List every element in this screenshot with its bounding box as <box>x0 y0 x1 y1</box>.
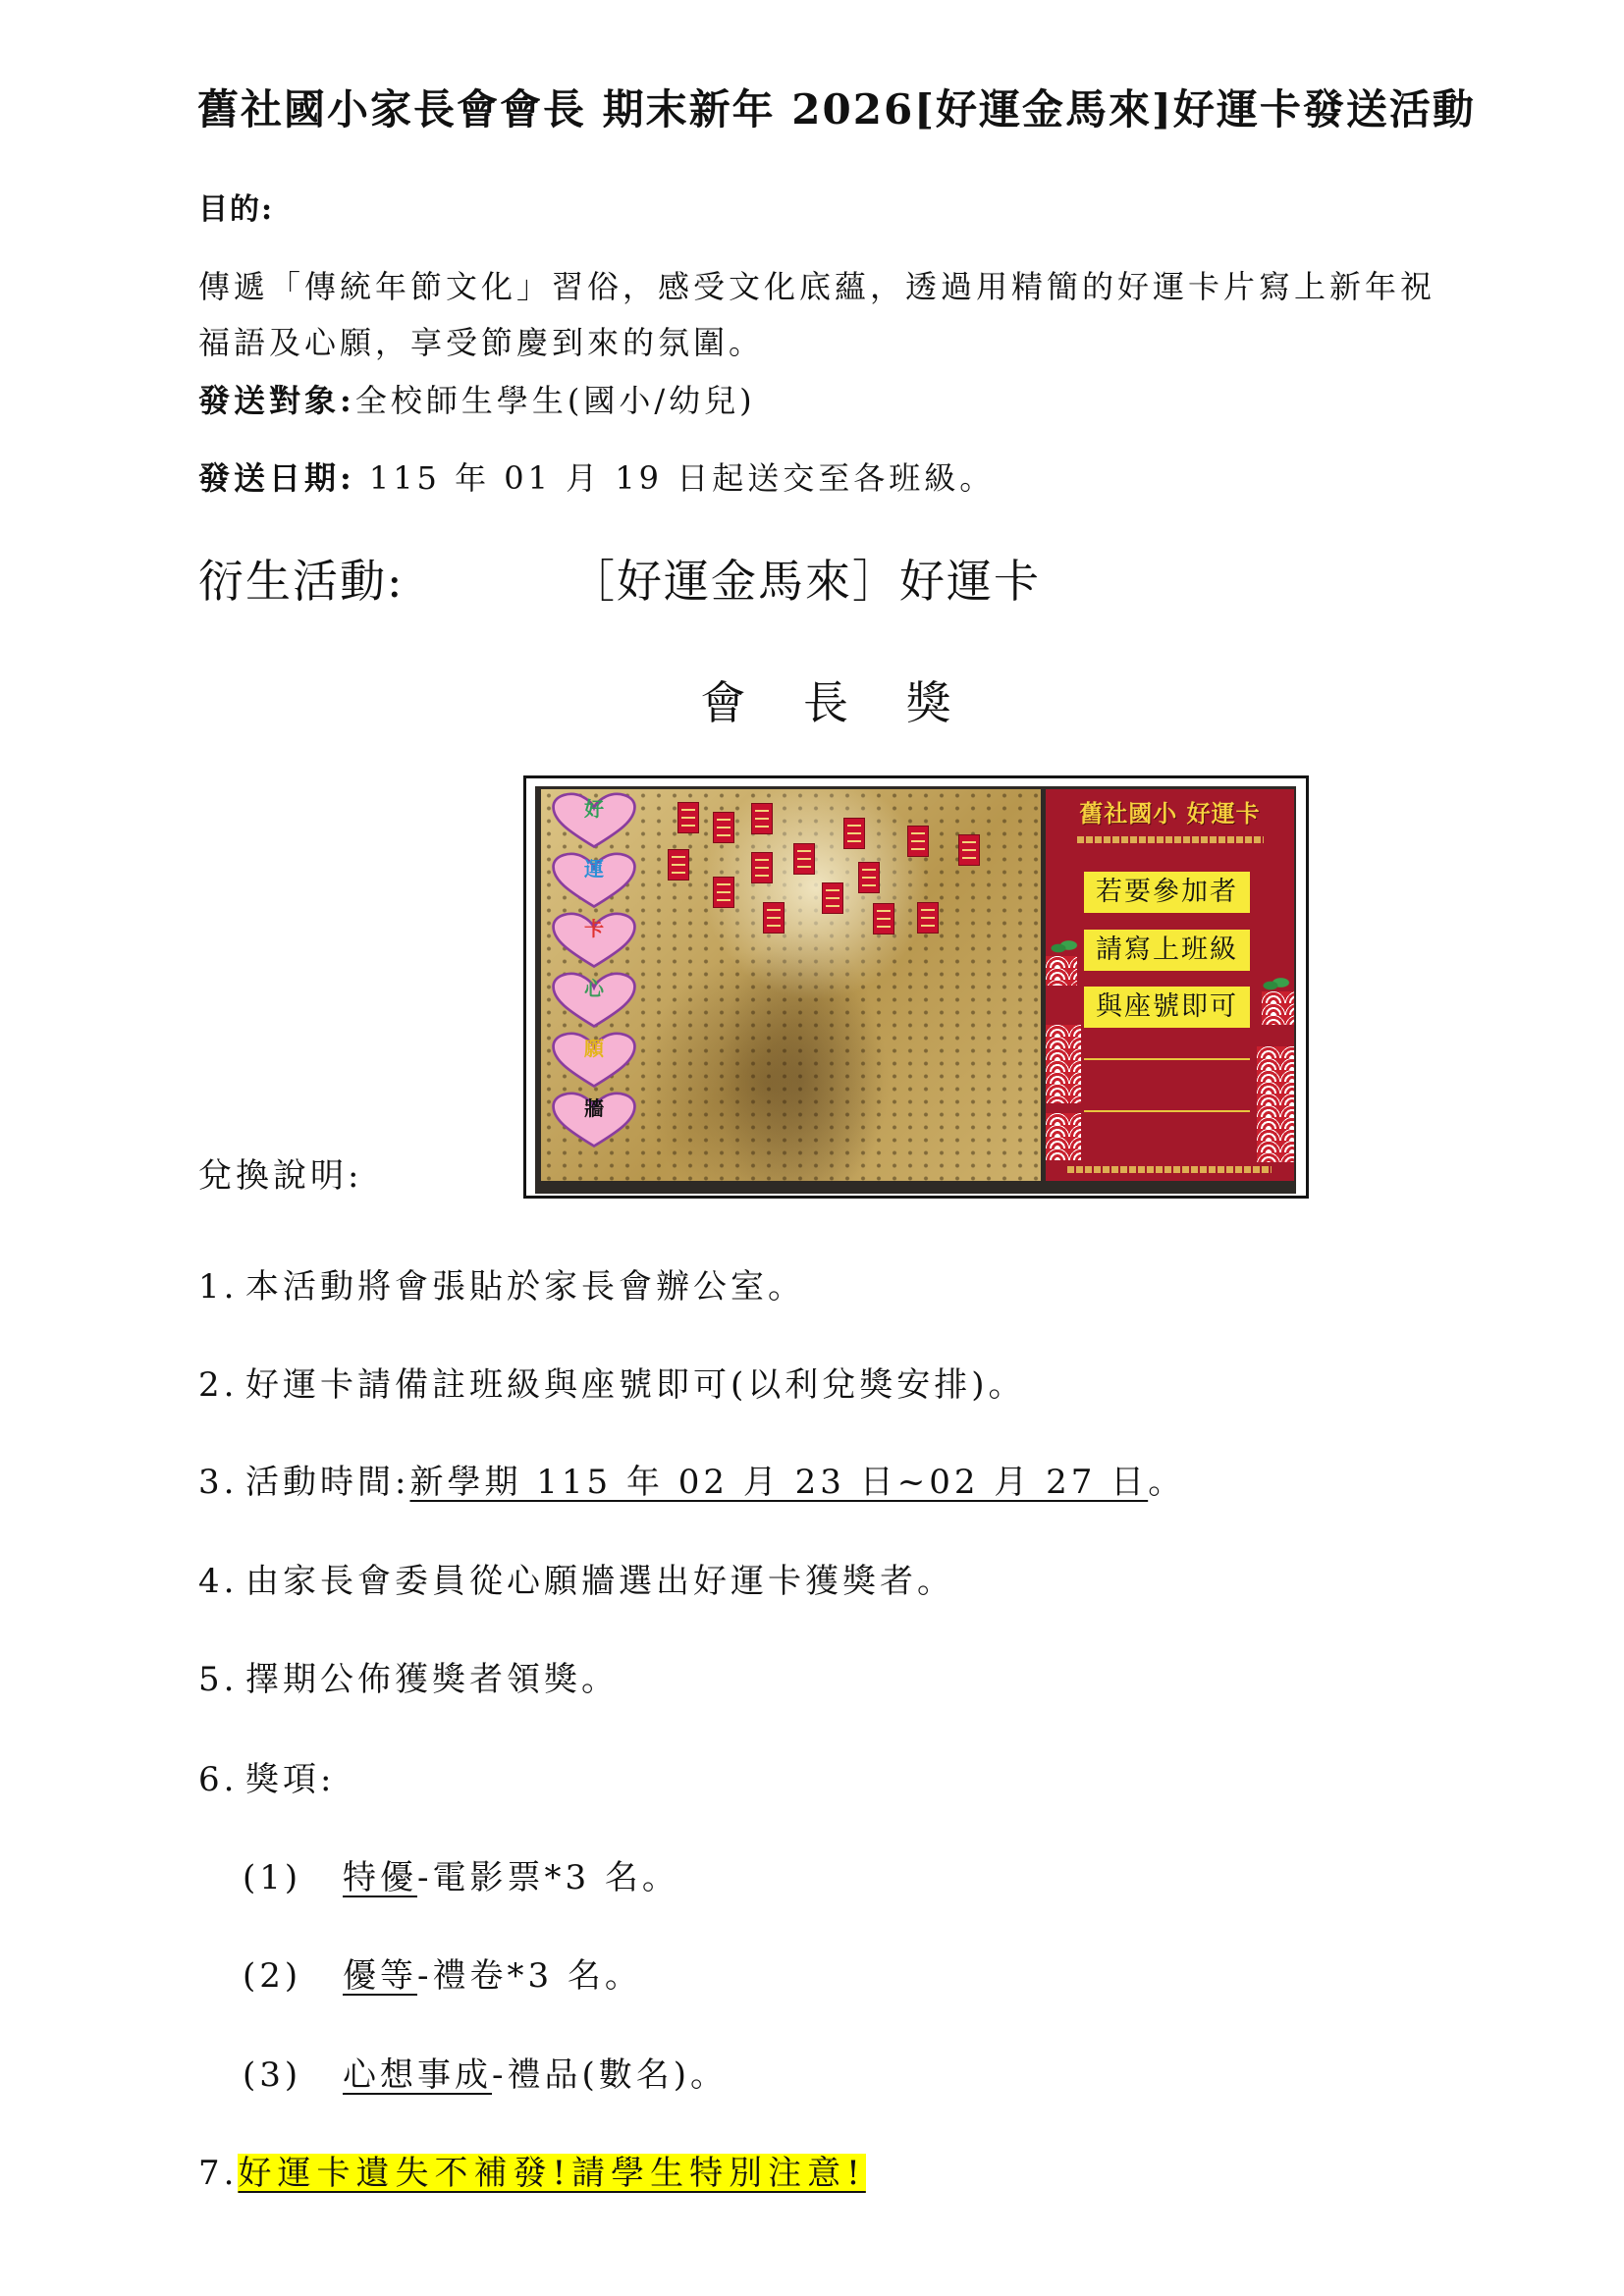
photo-content <box>535 786 1296 1194</box>
derived-activity-label: 衍生活動: <box>198 555 405 608</box>
red-envelope <box>713 812 734 843</box>
list-item <box>198 1658 619 1701</box>
panel-fine-print <box>1077 836 1264 843</box>
award-item <box>243 1856 679 1899</box>
red-info-panel <box>1046 789 1294 1181</box>
target-label: 發送對象: <box>198 382 355 419</box>
item-number: 7. <box>198 2154 239 2193</box>
target-value: 全校師生學生(國小/幼兒) <box>354 382 756 419</box>
purpose-line-1: 傳遞「傳統年節文化」習俗，感受文化底蘊，透過用精簡的好運卡片寫上新年祝 <box>198 268 1436 305</box>
item-number: 5. <box>198 1660 239 1699</box>
red-envelope <box>917 902 939 934</box>
item-number: 2. <box>198 1365 239 1405</box>
purpose-line-2: 福語及心願，享受節慶到來的氛圍。 <box>198 324 765 361</box>
red-envelope <box>763 902 785 934</box>
activity-period: 新學期 115 年 02 月 23 日~02 月 27 日 <box>409 1463 1149 1502</box>
heart-card <box>550 969 638 1031</box>
item-number: 6. <box>198 1760 239 1799</box>
wave-pattern <box>1257 1046 1294 1162</box>
panel-note: 與座號即可 <box>1084 987 1250 1028</box>
red-envelope <box>668 849 689 881</box>
send-date-row <box>198 458 995 498</box>
red-envelope <box>713 877 734 908</box>
wave-pattern <box>1046 1025 1081 1103</box>
panel-write-line <box>1084 1110 1250 1112</box>
red-envelope <box>907 826 929 857</box>
item-number: 4. <box>198 1562 239 1601</box>
award-heading: 會 長 獎 <box>700 676 973 729</box>
list-item <box>198 1560 954 1603</box>
heart-char: 牆 <box>584 1096 604 1120</box>
red-envelope <box>677 802 699 833</box>
wish-wall-photo <box>523 775 1309 1199</box>
panel-write-line <box>1084 1058 1250 1060</box>
heart-char: 願 <box>584 1037 604 1060</box>
red-envelope <box>843 818 865 849</box>
award-name: 心想事成 <box>343 2056 492 2095</box>
pine-icon <box>1262 974 1291 993</box>
heart-card <box>550 789 638 851</box>
list-item <box>198 1758 335 1801</box>
list-item-warning <box>198 2152 866 2195</box>
heart-char: 運 <box>584 857 604 881</box>
heart-char: 卡 <box>584 917 604 940</box>
derived-activity-value: ［好運金馬來］好運卡 <box>569 555 1041 608</box>
reflection-shadow <box>718 927 885 1182</box>
red-envelope <box>822 882 843 914</box>
item-text: 擇期公佈獲獎者領獎。 <box>245 1660 619 1699</box>
send-date-value: 115 年 01 月 19 日起送交至各班級。 <box>368 459 996 497</box>
item-text: 由家長會委員從心願牆選出好運卡獲獎者。 <box>245 1562 954 1601</box>
award-number: (1) <box>243 1858 302 1897</box>
pine-icon <box>1050 936 1079 956</box>
red-envelope <box>873 903 894 934</box>
wave-pattern <box>1046 956 1077 986</box>
item-text: 好運卡請備註班級與座號即可(以利兌獎安排)。 <box>245 1365 1026 1405</box>
red-envelope <box>958 834 980 866</box>
red-envelope <box>858 862 880 893</box>
award-name: 特優 <box>343 1858 417 1897</box>
item-number: 3. <box>198 1463 239 1502</box>
list-item <box>198 1461 1185 1504</box>
lost-card-warning: 好運卡遺失不補發!請學生特別注意! <box>238 2154 866 2193</box>
item-text: 活動時間: <box>245 1463 410 1502</box>
list-item <box>198 1363 1026 1407</box>
purpose-label: 目的: <box>198 192 275 227</box>
heart-card <box>550 1029 638 1091</box>
item-text: 獎項: <box>245 1760 336 1799</box>
red-envelope <box>751 852 773 883</box>
award-item <box>243 1954 642 1998</box>
award-item <box>243 2054 728 2097</box>
heart-card <box>550 1089 638 1150</box>
item-number: 1. <box>198 1267 239 1307</box>
heart-card <box>550 849 638 911</box>
wave-pattern <box>1262 991 1294 1025</box>
document-title: 舊社國小家長會會長 期末新年 2026[好運金馬來]好運卡發送活動 <box>197 85 1476 133</box>
award-number: (2) <box>243 1956 302 1996</box>
wave-pattern <box>1046 1113 1081 1160</box>
award-detail: -禮品(數名)。 <box>492 2056 729 2095</box>
item-text: 本活動將會張貼於家長會辦公室。 <box>245 1267 805 1307</box>
panel-note: 若要參加者 <box>1084 872 1250 913</box>
item-text-suffix: 。 <box>1148 1463 1186 1502</box>
heart-card <box>550 909 638 971</box>
exchange-label: 兌換說明: <box>198 1156 363 1196</box>
red-envelope <box>793 843 815 875</box>
list-item <box>198 1265 805 1308</box>
send-date-label: 發送日期: <box>198 459 355 497</box>
heart-char: 好 <box>584 797 604 821</box>
panel-title: 舊社國小 好運卡 <box>1079 800 1261 828</box>
award-number: (3) <box>243 2056 302 2095</box>
target-row <box>198 381 756 420</box>
gold-board <box>541 789 1041 1181</box>
panel-fine-print <box>1067 1166 1272 1173</box>
red-envelope <box>751 803 773 834</box>
heart-char: 心 <box>584 977 604 1000</box>
award-detail: -禮卷*3 名。 <box>417 1956 642 1996</box>
panel-note: 請寫上班級 <box>1084 930 1250 971</box>
award-name: 優等 <box>343 1956 417 1996</box>
award-detail: -電影票*3 名。 <box>417 1858 679 1897</box>
